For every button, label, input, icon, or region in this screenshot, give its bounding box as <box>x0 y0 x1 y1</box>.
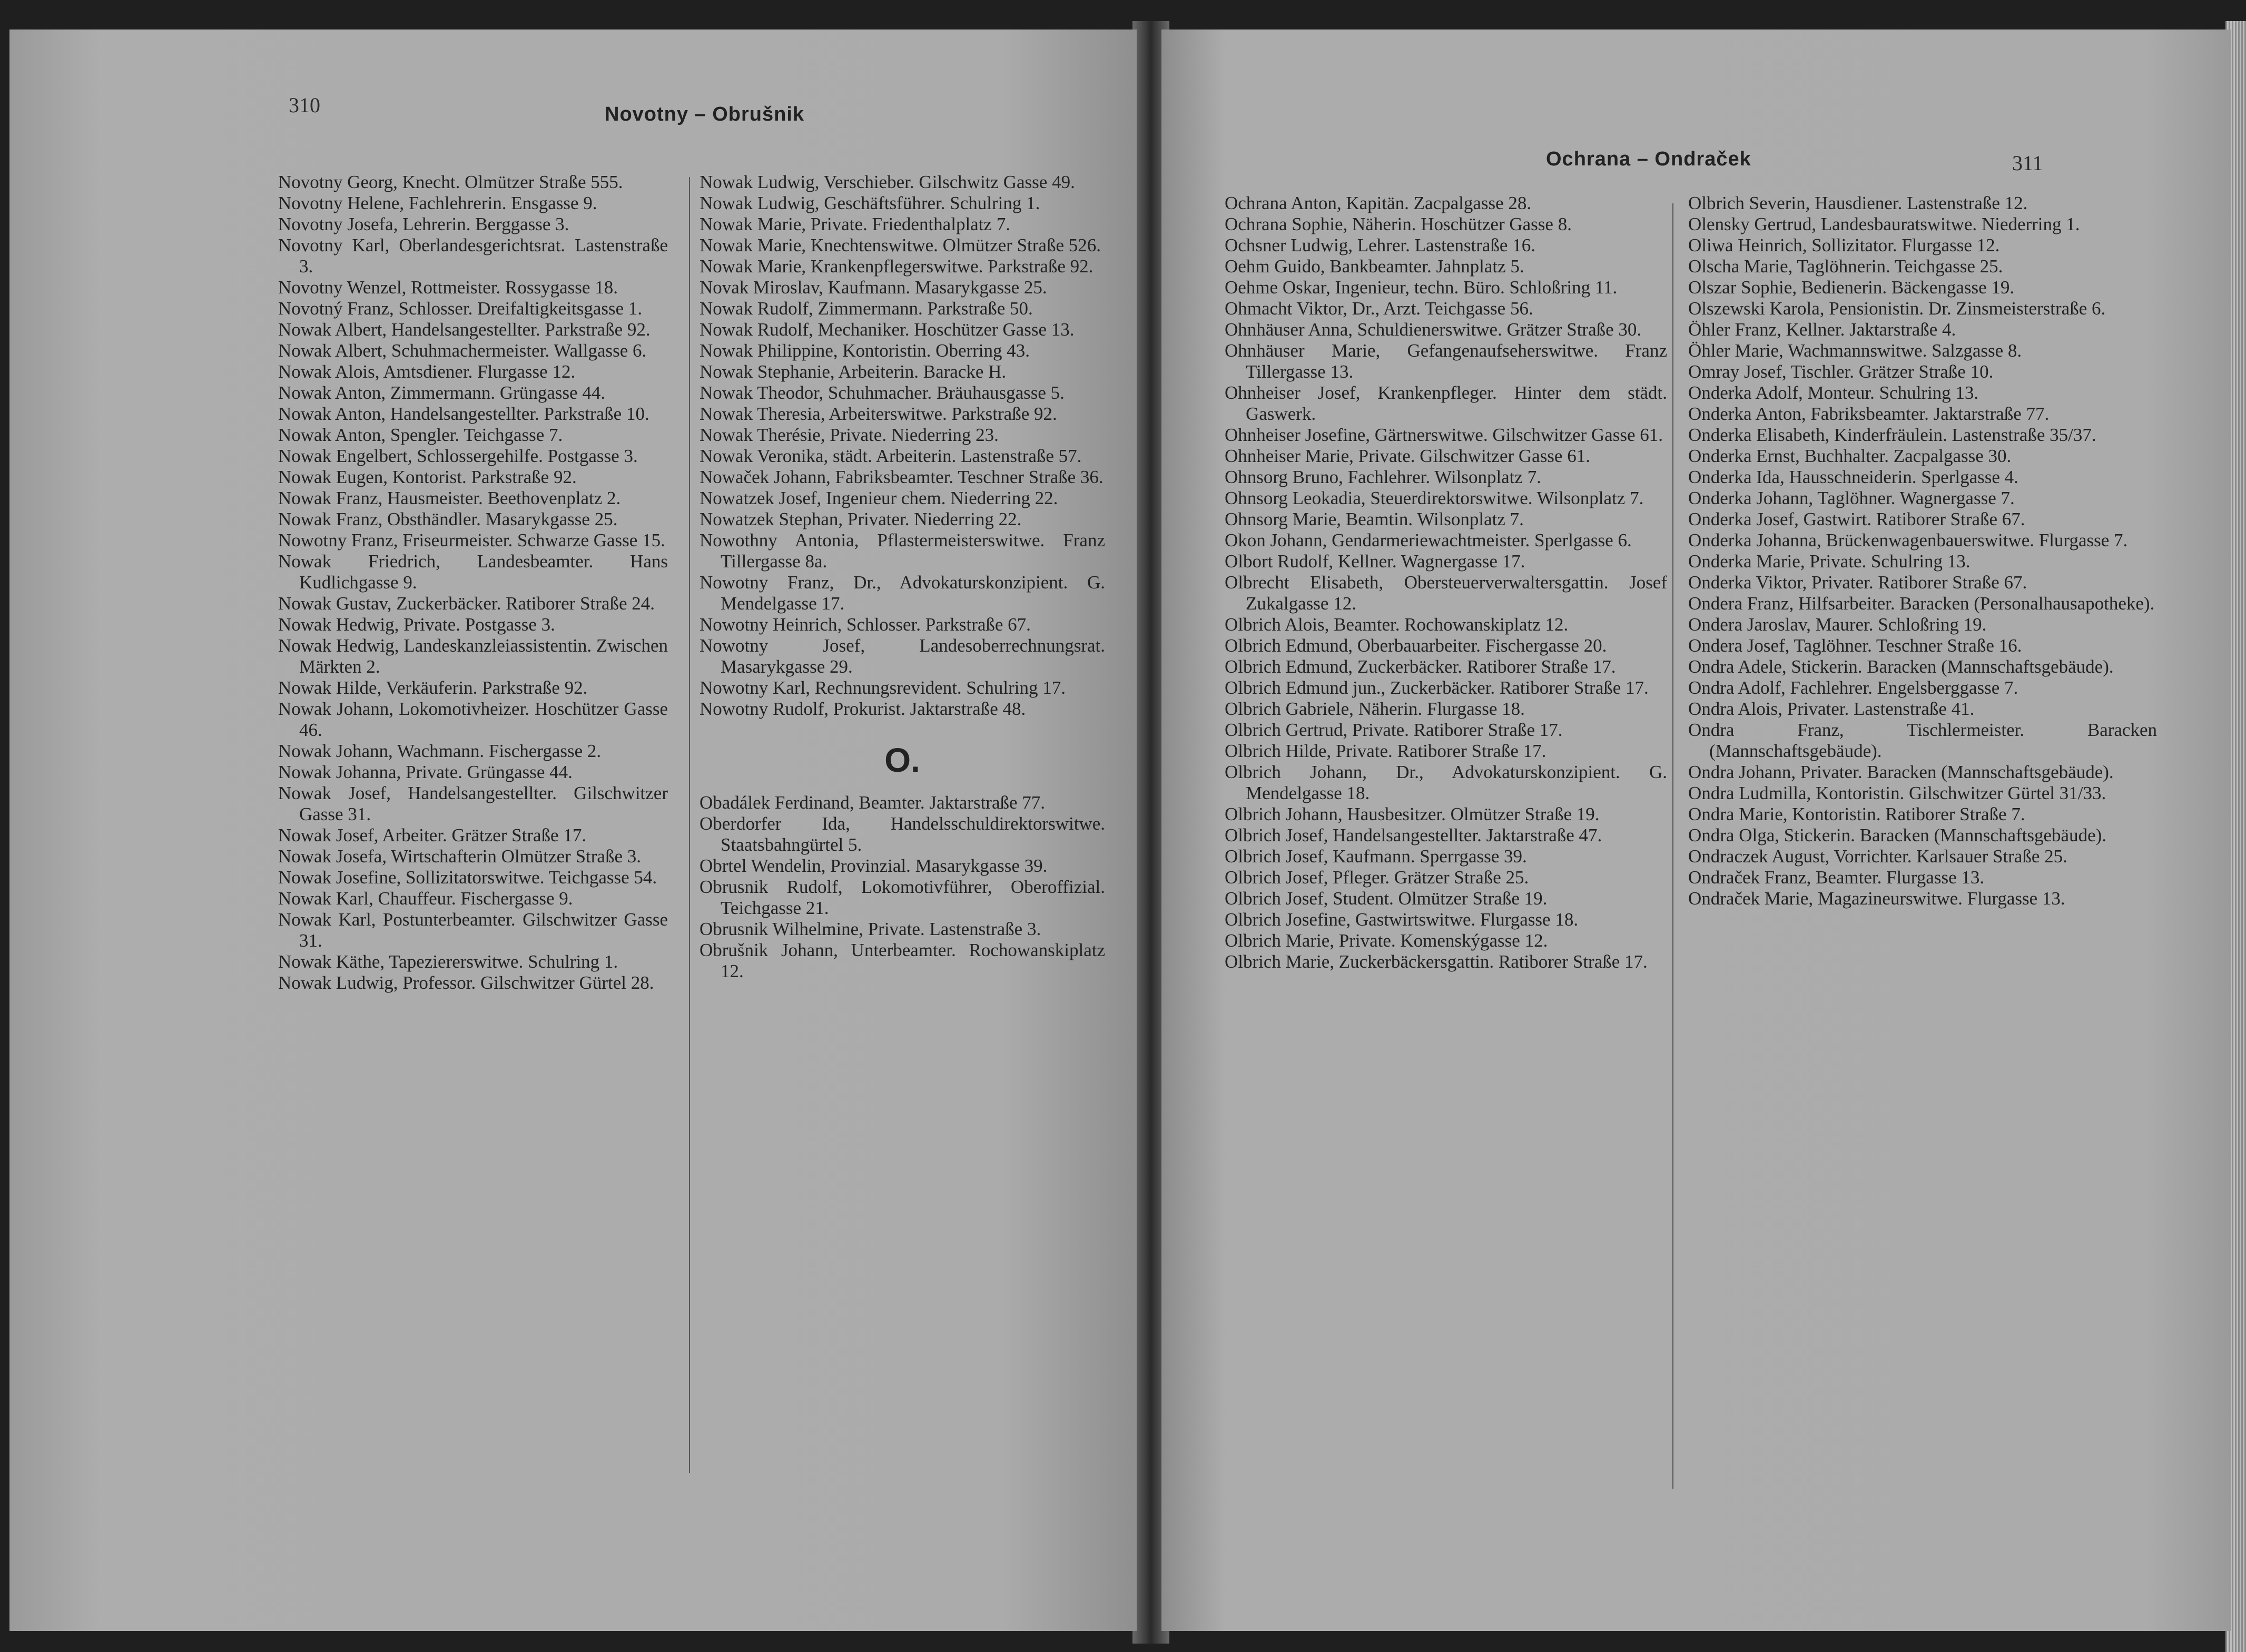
directory-entry: Nowak Johann, Wachmann. Fischergasse 2. <box>278 741 602 761</box>
directory-entry: Ondera Josef, Taglöhner. Teschner Straße 16. <box>1688 635 2022 656</box>
directory-entry: Nowatzek Josef, Ingenieur chem. Niederring 22. <box>700 488 1058 508</box>
directory-entry: Ondraček Franz, Beamter. Flurgasse 13. <box>1688 867 1985 888</box>
left-page <box>9 30 1137 1631</box>
directory-entry: Nowak Ludwig, Geschäftsführer. Schulring 1. <box>700 193 1040 213</box>
directory-entry: Öhler Franz, Kellner. Jaktarstraße 4. <box>1688 319 1956 340</box>
left-column-2-entries <box>700 172 1105 720</box>
left-running-head: Novotny – Obrušnik <box>605 103 805 125</box>
right-running-head: Ochrana – Ondraček <box>1546 148 1751 170</box>
directory-entry: Nowak Rudolf, Zimmermann. Parkstraße 50. <box>700 298 1033 319</box>
right-page <box>1161 30 2231 1631</box>
directory-entry: Ohnheiser Josef, Krankenpfleger. Hinter dem städt. Gaswerk. <box>1225 382 1667 424</box>
directory-entry: Novak Miroslav, Kaufmann. Masarykgasse 25. <box>700 277 1047 298</box>
directory-entry: Olbrich Josef, Pfleger. Grätzer Straße 25. <box>1225 867 1529 888</box>
directory-entry: Oehme Oskar, Ingenieur, techn. Büro. Schloßring 11. <box>1225 277 1618 298</box>
directory-entry: Obrusnik Wilhelmine, Private. Lastenstraße 3. <box>700 919 1041 939</box>
directory-entry: Olbrecht Elisabeth, Obersteuerverwaltersgattin. Josef Zukalgasse 12. <box>1225 572 1667 614</box>
section-letter: O. <box>884 741 920 779</box>
directory-entry: Oberdorfer Ida, Handelsschuldirektorswitwe. Staatsbahngürtel 5. <box>700 813 1105 855</box>
directory-entry: Novotny Helene, Fachlehrerin. Ensgasse 9. <box>278 193 597 213</box>
directory-entry: Ohnsorg Bruno, Fachlehrer. Wilsonplatz 7. <box>1225 467 1541 487</box>
directory-entry: Nowak Veronika, städt. Arbeiterin. Lastenstraße 57. <box>700 446 1082 466</box>
directory-entry: Nowak Marie, Private. Friedenthalplatz 7. <box>700 214 1010 234</box>
directory-entry: Olbrich Josef, Student. Olmützer Straße 19. <box>1225 888 1548 909</box>
directory-entry: Oliwa Heinrich, Sollizitator. Flurgasse 12. <box>1688 235 2000 255</box>
directory-entry: Olbrich Gertrud, Private. Ratiborer Straße 17. <box>1225 720 1563 740</box>
directory-entry: Ochrana Sophie, Näherin. Hoschützer Gasse 8. <box>1225 214 1572 234</box>
directory-entry: Nowak Hedwig, Landeskanzleiassistentin. Zwischen Märkten 2. <box>278 635 668 677</box>
column-divider <box>1672 203 1673 1489</box>
right-column-1 <box>1225 193 1667 972</box>
directory-entry: Nowak Marie, Krankenpflegerswitwe. Parkstraße 92. <box>700 256 1094 277</box>
directory-entry: Olscha Marie, Taglöhnerin. Teichgasse 25. <box>1688 256 2003 277</box>
directory-entry: Olszar Sophie, Bedienerin. Bäckengasse 19. <box>1688 277 2015 298</box>
directory-entry: Olbrich Edmund, Zuckerbäcker. Ratiborer Straße 17. <box>1225 656 1616 677</box>
directory-entry: Nowotny Rudolf, Prokurist. Jaktarstraße 48. <box>700 699 1026 719</box>
directory-entry: Obrtel Wendelin, Provinzial. Masarykgasse 39. <box>700 856 1048 876</box>
directory-entry: Omray Josef, Tischler. Grätzer Straße 10. <box>1688 361 1994 382</box>
directory-entry: Novotny Wenzel, Rottmeister. Rossygasse 18. <box>278 277 618 298</box>
directory-entry: Nowak Josefa, Wirtschafterin Olmützer Straße 3. <box>278 846 641 867</box>
directory-entry: Olbrich Josef, Kaufmann. Sperrgasse 39. <box>1225 846 1527 867</box>
directory-entry: Obrušnik Johann, Unterbeamter. Rochowanskiplatz 12. <box>700 940 1105 981</box>
directory-entry: Nowotny Franz, Dr., Advokaturskonzipient. G. Mendelgasse 17. <box>700 572 1105 614</box>
directory-entry: Nowotny Franz, Friseurmeister. Schwarze Gasse 15. <box>278 530 665 550</box>
directory-entry: Olbrich Alois, Beamter. Rochowanskiplatz 12. <box>1225 614 1569 635</box>
directory-entry: Ohnheiser Josefine, Gärtnerswitwe. Gilschwitzer Gasse 61. <box>1225 425 1663 445</box>
directory-entry: Obadálek Ferdinand, Beamter. Jaktarstraße 77. <box>700 792 1046 813</box>
directory-entry: Olbrich Severin, Hausdiener. Lastenstraße 12. <box>1688 193 2028 213</box>
directory-entry: Nowak Albert, Schuhmachermeister. Wallgasse 6. <box>278 340 647 361</box>
directory-entry: Ohnsorg Leokadia, Steuerdirektorswitwe. Wilsonplatz 7. <box>1225 488 1644 508</box>
directory-entry: Olbrich Edmund jun., Zuckerbäcker. Ratiborer Straße 17. <box>1225 677 1649 698</box>
directory-entry: Nowak Engelbert, Schlossergehilfe. Postgasse 3. <box>278 446 638 466</box>
directory-entry: Okon Johann, Gendarmeriewachtmeister. Sperlgasse 6. <box>1225 530 1632 550</box>
directory-entry: Olbrich Edmund, Oberbauarbeiter. Fischergasse 20. <box>1225 635 1607 656</box>
directory-entry: Onderka Elisabeth, Kinderfräulein. Lastenstraße 35/37. <box>1688 425 2096 445</box>
directory-entry: Ohnhäuser Anna, Schuldienerswitwe. Grätzer Straße 30. <box>1225 319 1642 340</box>
directory-entry: Nowak Eugen, Kontorist. Parkstraße 92. <box>278 467 577 487</box>
directory-entry: Olszewski Karola, Pensionistin. Dr. Zinsmeisterstraße 6. <box>1688 298 2106 319</box>
directory-entry: Nowak Albert, Handelsangestellter. Parkstraße 92. <box>278 319 651 340</box>
directory-entry: Nowothny Antonia, Pflastermeisterswitwe. Franz Tillergasse 8a. <box>700 530 1105 572</box>
directory-entry: Nowak Anton, Handelsangestellter. Parkstraße 10. <box>278 404 649 424</box>
directory-entry: Onderka Josef, Gastwirt. Ratiborer Straße 67. <box>1688 509 2025 529</box>
directory-entry: Onderka Marie, Private. Schulring 13. <box>1688 551 1971 572</box>
directory-entry: Ondraczek August, Vorrichter. Karlsauer Straße 25. <box>1688 846 2067 867</box>
directory-entry: Nowak Karl, Chauffeur. Fischergasse 9. <box>278 888 573 909</box>
directory-entry: Oehm Guido, Bankbeamter. Jahnplatz 5. <box>1225 256 1524 277</box>
directory-entry: Nowotny Karl, Rechnungsrevident. Schulring 17. <box>700 677 1066 698</box>
left-column-2 <box>700 172 1105 982</box>
directory-entry: Ondra Franz, Tischlermeister. Baracken (Mannschaftsgebäude). <box>1688 720 2157 761</box>
directory-entry: Ohmacht Viktor, Dr., Arzt. Teichgasse 56. <box>1225 298 1533 319</box>
directory-entry: Ondera Franz, Hilfsarbeiter. Baracken (Personalhausapotheke). <box>1688 593 2155 614</box>
directory-entry: Nowak Franz, Hausmeister. Beethovenplatz 2. <box>278 488 621 508</box>
directory-entry: Nowak Gustav, Zuckerbäcker. Ratiborer Straße 24. <box>278 593 655 614</box>
directory-entry: Onderka Johann, Taglöhner. Wagnergasse 7. <box>1688 488 2015 508</box>
directory-entry: Onderka Adolf, Monteur. Schulring 13. <box>1688 382 1979 403</box>
directory-entry: Nowak Anton, Spengler. Teichgasse 7. <box>278 425 563 445</box>
directory-entry: Öhler Marie, Wachmannswitwe. Salzgasse 8. <box>1688 340 2022 361</box>
directory-entry: Ondra Marie, Kontoristin. Ratiborer Straße 7. <box>1688 804 2025 824</box>
directory-entry: Nowotny Heinrich, Schlosser. Parkstraße 67. <box>700 614 1031 635</box>
directory-entry: Ondera Jaroslav, Maurer. Schloßring 19. <box>1688 614 1987 635</box>
directory-entry: Novotny Josefa, Lehrerin. Berggasse 3. <box>278 214 569 234</box>
directory-entry: Nowak Philippine, Kontoristin. Oberring 43. <box>700 340 1030 361</box>
directory-entry: Onderka Johanna, Brückenwagenbauerswitwe. Flurgasse 7. <box>1688 530 2128 550</box>
directory-entry: Olbrich Gabriele, Näherin. Flurgasse 18. <box>1225 699 1525 719</box>
directory-entry: Nowak Theresia, Arbeiterswitwe. Parkstraße 92. <box>700 404 1057 424</box>
directory-entry: Olbrich Josefine, Gastwirtswitwe. Flurgasse 18. <box>1225 909 1579 930</box>
directory-entry: Obrusnik Rudolf, Lokomotivführer, Oberoffizial. Teichgasse 21. <box>700 877 1105 918</box>
directory-entry: Olbort Rudolf, Kellner. Wagnergasse 17. <box>1225 551 1525 572</box>
left-column-2-entries-after <box>700 792 1105 982</box>
directory-entry: Nowak Theodor, Schuhmacher. Bräuhausgasse 5. <box>700 382 1065 403</box>
directory-entry: Nowak Josef, Handelsangestellter. Gilschwitzer Gasse 31. <box>278 783 668 824</box>
directory-entry: Ondra Adolf, Fachlehrer. Engelsberggasse 7. <box>1688 677 2018 698</box>
right-page-number: 311 <box>2012 151 2043 175</box>
directory-entry: Nowak Alois, Amtsdiener. Flurgasse 12. <box>278 361 576 382</box>
directory-entry: Novotný Franz, Schlosser. Dreifaltigkeitsgasse 1. <box>278 298 643 319</box>
directory-entry: Ondra Johann, Privater. Baracken (Mannschaftsgebäude). <box>1688 762 2114 782</box>
directory-entry: Ondra Olga, Stickerin. Baracken (Mannschaftsgebäude). <box>1688 825 2107 845</box>
directory-entry: Onderka Anton, Fabriksbeamter. Jaktarstraße 77. <box>1688 404 2050 424</box>
directory-entry: Onderka Viktor, Privater. Ratiborer Straße 67. <box>1688 572 2027 593</box>
directory-entry: Nowotny Josef, Landesoberrechnungsrat. Masarykgasse 29. <box>700 635 1105 677</box>
directory-entry: Ondraček Marie, Magazineurswitwe. Flurgasse 13. <box>1688 888 2065 909</box>
left-page-number: 310 <box>289 93 320 117</box>
right-column-2 <box>1688 193 2157 909</box>
directory-entry: Novotny Georg, Knecht. Olmützer Straße 555. <box>278 172 623 192</box>
directory-entry: Nowak Ludwig, Verschieber. Gilschwitz Gasse 49. <box>700 172 1075 192</box>
directory-entry: Olbrich Johann, Hausbesitzer. Olmützer Straße 19. <box>1225 804 1600 824</box>
directory-entry: Ohnsorg Marie, Beamtin. Wilsonplatz 7. <box>1225 509 1524 529</box>
directory-entry: Nowak Ludwig, Professor. Gilschwitzer Gürtel 28. <box>278 972 654 993</box>
directory-entry: Novotny Karl, Oberlandesgerichtsrat. Lastenstraße 3. <box>278 235 668 277</box>
left-column-1 <box>278 172 668 994</box>
directory-entry: Onderka Ida, Hausschneiderin. Sperlgasse 4. <box>1688 467 2018 487</box>
directory-entry: Onderka Ernst, Buchhalter. Zacpalgasse 30. <box>1688 446 2012 466</box>
directory-entry: Ohnhäuser Marie, Gefangenaufseherswitwe. Franz Tillergasse 13. <box>1225 340 1667 382</box>
directory-entry: Ohnheiser Marie, Private. Gilschwitzer Gasse 61. <box>1225 446 1590 466</box>
directory-entry: Ochsner Ludwig, Lehrer. Lastenstraße 16. <box>1225 235 1535 255</box>
directory-entry: Olbrich Marie, Private. Komenskýgasse 12. <box>1225 930 1548 951</box>
directory-entry: Nowaček Johann, Fabriksbeamter. Teschner Straße 36. <box>700 467 1104 487</box>
directory-entry: Olbrich Hilde, Private. Ratiborer Straße 17. <box>1225 741 1546 761</box>
directory-entry: Nowatzek Stephan, Privater. Niederring 22. <box>700 509 1022 529</box>
directory-entry: Olbrich Johann, Dr., Advokaturskonzipient. G. Mendelgasse 18. <box>1225 762 1667 803</box>
directory-entry: Nowak Hilde, Verkäuferin. Parkstraße 92. <box>278 677 588 698</box>
directory-entry: Nowak Franz, Obsthändler. Masarykgasse 25. <box>278 509 618 529</box>
directory-entry: Nowak Marie, Knechtenswitwe. Olmützer Straße 526. <box>700 235 1101 255</box>
directory-entry: Nowak Therésie, Private. Niederring 23. <box>700 425 999 445</box>
directory-entry: Ondra Ludmilla, Kontoristin. Gilschwitzer Gürtel 31/33. <box>1688 783 2106 803</box>
directory-entry: Nowak Friedrich, Landesbeamter. Hans Kudlichgasse 9. <box>278 551 668 593</box>
directory-entry: Ochrana Anton, Kapitän. Zacpalgasse 28. <box>1225 193 1532 213</box>
directory-entry: Nowak Johanna, Private. Grüngasse 44. <box>278 762 573 782</box>
directory-entry: Nowak Rudolf, Mechaniker. Hoschützer Gasse 13. <box>700 319 1075 340</box>
directory-entry: Nowak Käthe, Tapeziererswitwe. Schulring 1. <box>278 951 618 972</box>
directory-entry: Nowak Anton, Zimmermann. Grüngasse 44. <box>278 382 606 403</box>
directory-entry: Nowak Karl, Postunterbeamter. Gilschwitzer Gasse 31. <box>278 909 668 951</box>
directory-entry: Nowak Josef, Arbeiter. Grätzer Straße 17. <box>278 825 587 845</box>
directory-entry: Nowak Josefine, Sollizitatorswitwe. Teichgasse 54. <box>278 867 657 888</box>
directory-entry: Olbrich Marie, Zuckerbäckersgattin. Ratiborer Straße 17. <box>1225 951 1648 972</box>
directory-entry: Nowak Hedwig, Private. Postgasse 3. <box>278 614 555 635</box>
directory-entry: Olensky Gertrud, Landesbauratswitwe. Niederring 1. <box>1688 214 2080 234</box>
directory-entry: Nowak Stephanie, Arbeiterin. Baracke H. <box>700 361 1007 382</box>
column-divider <box>689 177 690 1473</box>
directory-entry: Nowak Johann, Lokomotivheizer. Hoschützer Gasse 46. <box>278 699 668 740</box>
directory-entry: Ondra Adele, Stickerin. Baracken (Mannschaftsgebäude). <box>1688 656 2114 677</box>
directory-entry: Olbrich Josef, Handelsangestellter. Jaktarstraße 47. <box>1225 825 1602 845</box>
directory-entry: Ondra Alois, Privater. Lastenstraße 41. <box>1688 699 1975 719</box>
